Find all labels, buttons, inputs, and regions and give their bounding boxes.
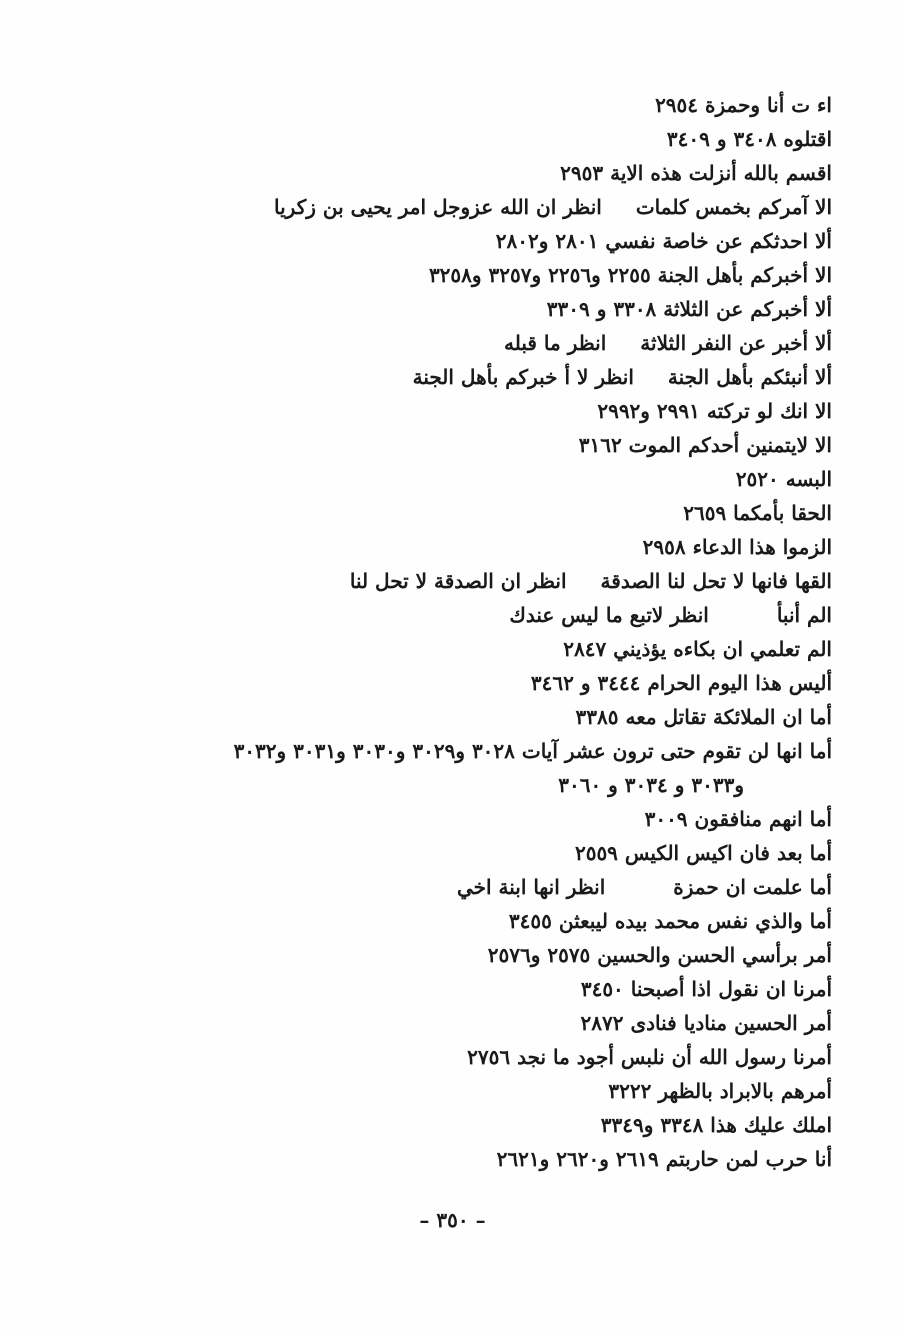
index-entry — [100, 598, 832, 632]
entry-text: أنا حرب لمن حاربتم ٢٦١٩ و٢٦٢٠ و٢٦٢١ — [496, 1147, 832, 1171]
index-entry — [100, 666, 832, 700]
index-entry — [100, 1108, 832, 1142]
index-entry — [100, 1006, 832, 1040]
index-entry — [100, 190, 832, 224]
page-number: – ٣٥٠ – — [419, 1208, 486, 1232]
entry-text: أمرنا ان نقول اذا أصبحنا ٣٤٥٠ — [580, 977, 832, 1001]
index-entry — [100, 904, 832, 938]
index-entry — [100, 836, 832, 870]
entry-text: الا آمركم بخمس كلمات — [635, 195, 832, 219]
entry-text: اء ت أنا وحمزة ٢٩٥٤ — [655, 93, 832, 117]
index-entry — [100, 870, 832, 904]
entry-text: ألا أنبئكم بأهل الجنة — [667, 365, 832, 389]
index-entry — [100, 1074, 832, 1108]
entry-text: املك عليك هذا ٣٣٤٨ و٣٣٤٩ — [600, 1113, 832, 1137]
entry-text: الم تعلمي ان بكاءه يؤذيني ٢٨٤٧ — [563, 637, 832, 661]
index-entry — [100, 88, 832, 122]
entry-cross-reference: انظر ان الله عزوجل امر يحيى بن زكريا — [274, 195, 602, 219]
entry-text: ألا احدثكم عن خاصة نفسي ٢٨٠١ و٢٨٠٢ — [495, 229, 832, 253]
hadith-index-list — [100, 88, 832, 1176]
entry-cross-reference: انظر لاتبع ما ليس عندك — [509, 603, 709, 627]
index-entry — [100, 972, 832, 1006]
index-entry — [100, 292, 832, 326]
entry-text: الحقا بأمكما ٢٦٥٩ — [683, 501, 832, 525]
index-entry — [100, 394, 832, 428]
index-entry — [100, 1142, 832, 1176]
entry-text: و٣٠٣٣ و ٣٠٣٤ و ٣٠٦٠ — [558, 773, 744, 797]
index-entry — [100, 700, 832, 734]
entry-text: أما علمت ان حمزة — [673, 875, 832, 899]
index-entry-continuation — [100, 768, 832, 802]
index-entry — [100, 156, 832, 190]
entry-cross-reference: انظر ما قبله — [504, 331, 607, 355]
index-entry — [100, 802, 832, 836]
entry-text: أمرهم بالابراد بالظهر ٣٢٢٢ — [608, 1079, 832, 1103]
index-entry — [100, 258, 832, 292]
entry-text: أمرنا رسول الله أن نلبس أجود ما نجد ٢٧٥٦ — [467, 1045, 832, 1069]
entry-cross-reference: انظر انها ابنة اخي — [456, 875, 606, 899]
entry-cross-reference: انظر ان الصدقة لا تحل لنا — [349, 569, 567, 593]
entry-text: أما انها لن تقوم حتى ترون عشر آيات ٣٠٢٨ و٣٠٢٩ و٣٠٣٠ و٣٠٣١ و٣٠٣٢ — [233, 739, 832, 763]
entry-text: أما ان الملائكة تقاتل معه ٣٣٨٥ — [575, 705, 832, 729]
entry-text: أما انهم منافقون ٣٠٠٩ — [644, 807, 832, 831]
entry-text: أليس هذا اليوم الحرام ٣٤٤٤ و ٣٤٦٢ — [530, 671, 832, 695]
index-entry — [100, 938, 832, 972]
entry-text: الا لايتمنين أحدكم الموت ٣١٦٢ — [578, 433, 832, 457]
index-entry — [100, 224, 832, 258]
index-entry — [100, 360, 832, 394]
index-entry — [100, 428, 832, 462]
entry-text: أمر الحسين مناديا فنادى ٢٨٧٢ — [580, 1011, 832, 1035]
entry-text: الا انك لو تركته ٢٩٩١ و٢٩٩٢ — [597, 399, 832, 423]
index-entry — [100, 632, 832, 666]
entry-text: اقسم بالله أنزلت هذه الاية ٢٩٥٣ — [560, 161, 832, 185]
index-entry — [100, 122, 832, 156]
entry-text: ألا أخبركم عن الثلاثة ٣٣٠٨ و ٣٣٠٩ — [546, 297, 832, 321]
entry-text: البسه ٢٥٢٠ — [735, 467, 832, 491]
entry-text: أمر برأسي الحسن والحسين ٢٥٧٥ و٢٥٧٦ — [487, 943, 832, 967]
index-entry — [100, 564, 832, 598]
index-entry — [100, 1040, 832, 1074]
entry-text: الم أنبأ — [776, 603, 832, 627]
index-entry — [100, 530, 832, 564]
entry-text: الا أخبركم بأهل الجنة ٢٢٥٥ و٢٢٥٦ و٣٢٥٧ و٣٢٥٨ — [428, 263, 832, 287]
entry-text: أما بعد فان اكيس الكيس ٢٥٥٩ — [574, 841, 832, 865]
entry-text: اقتلوه ٣٤٠٨ و ٣٤٠٩ — [666, 127, 832, 151]
entry-cross-reference: انظر لا أ خبركم بأهل الجنة — [412, 365, 634, 389]
index-entry — [100, 734, 832, 768]
index-entry — [100, 462, 832, 496]
index-entry — [100, 326, 832, 360]
entry-text: ألا أخبر عن النفر الثلاثة — [640, 331, 832, 355]
entry-text: القها فانها لا تحل لنا الصدقة — [600, 569, 832, 593]
entry-text: أما والذي نفس محمد بيده ليبعثن ٣٤٥٥ — [508, 909, 832, 933]
index-entry — [100, 496, 832, 530]
entry-text: الزموا هذا الدعاء ٢٩٥٨ — [642, 535, 832, 559]
